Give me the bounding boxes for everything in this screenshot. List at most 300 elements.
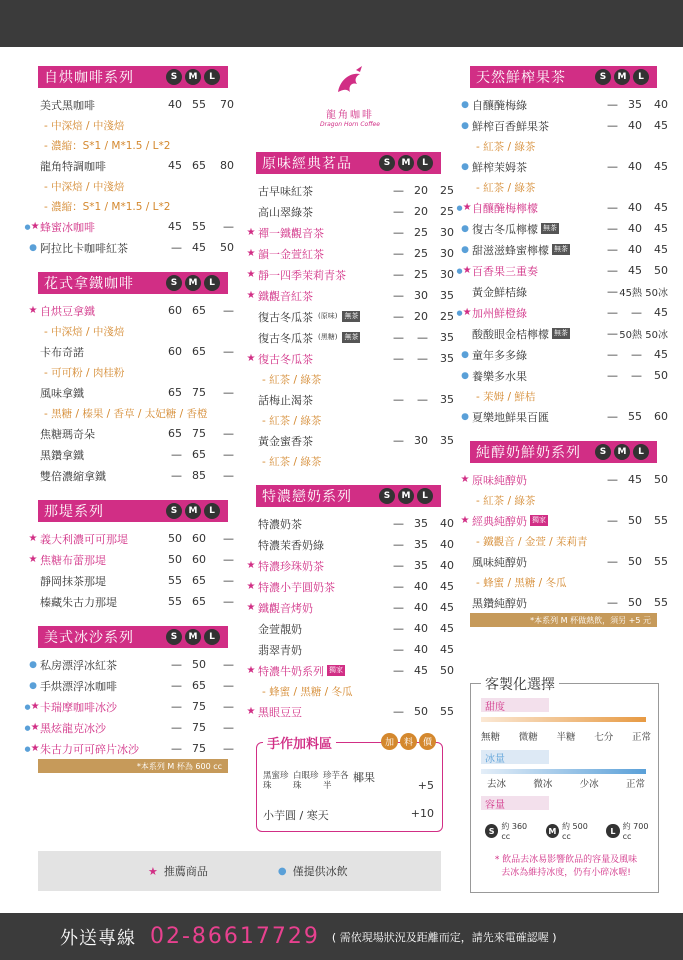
sweet-option: 微糖	[518, 732, 538, 743]
menu-item	[40, 423, 234, 444]
price-l: 25	[440, 310, 454, 323]
menu-item	[28, 528, 234, 549]
price-l: —	[223, 553, 234, 566]
addon-row-1	[263, 771, 375, 791]
menu-item	[246, 222, 454, 243]
price-l: 25	[440, 184, 454, 197]
item-name: 復古冬瓜茶	[258, 331, 313, 345]
section-title: 那堤系列	[44, 504, 104, 520]
menu-section	[246, 152, 454, 471]
item-name: 龍角特調咖啡	[40, 159, 106, 173]
menu-item	[246, 348, 454, 369]
price-l: 45	[440, 580, 454, 593]
price-s: —	[607, 306, 618, 319]
item-name: 復古冬瓜檸檬	[472, 222, 538, 236]
item-option: - 濃縮：S*1 / M*1.5 / L*2	[44, 200, 171, 213]
menu-item	[24, 738, 234, 759]
ice-option: 正常	[625, 779, 645, 790]
price-m: 25	[414, 247, 428, 260]
size-l-icon: L	[417, 488, 433, 504]
ice-warning: * 飲品去冰易影響飲品的容量及風味 去冰為維持冰度，仍有小碎冰喔!	[494, 855, 638, 878]
menu-item	[461, 239, 668, 260]
star-icon: ★	[246, 602, 256, 613]
addon-circle: 料	[400, 733, 417, 750]
size-l-icon: L	[204, 629, 220, 645]
price-l: 45	[654, 119, 668, 132]
sweet-option: 無糖	[481, 732, 501, 743]
price-l: 35	[440, 434, 454, 447]
price-m: 75	[192, 386, 206, 399]
item-name: 復古冬瓜茶	[258, 310, 313, 324]
price-s: 50	[168, 532, 182, 545]
sweet-option: 正常	[631, 732, 651, 743]
section-title: 天然鮮榨果茶	[476, 70, 566, 86]
price-l: 40	[440, 559, 454, 572]
item-name: 特濃小芋圓奶茶	[258, 580, 335, 594]
item-name: 黃金蜜香茶	[258, 434, 313, 448]
price-l: 35	[440, 393, 454, 406]
price-m: 35	[628, 98, 642, 111]
price-m: 40	[628, 222, 642, 235]
price-s: —	[607, 119, 618, 132]
price-s: —	[607, 348, 618, 361]
item-option: - 中深焙 / 中淺焙	[44, 180, 125, 193]
item-option: - 紅茶 / 綠茶	[262, 414, 322, 427]
price-l: 35	[440, 352, 454, 365]
menu-item	[246, 597, 454, 618]
item-name: 阿拉比卡咖啡紅茶	[40, 241, 128, 255]
price-s: —	[607, 285, 618, 298]
price-s: 45	[168, 159, 182, 172]
star-icon: ★	[148, 864, 158, 878]
price-s: —	[171, 679, 182, 692]
price-s: —	[607, 201, 618, 214]
menu-item	[40, 382, 234, 403]
price-s: —	[607, 514, 618, 527]
price-l: 50	[654, 264, 668, 277]
size-icons	[166, 69, 220, 85]
price-l: 35	[440, 289, 454, 302]
price-l: 45	[654, 160, 668, 173]
menu-item	[258, 534, 454, 555]
addon-item: 白眼珍珠	[293, 771, 319, 791]
menu-section	[24, 626, 234, 773]
price-s: —	[393, 226, 404, 239]
column-coffee	[24, 66, 234, 773]
menu-item	[258, 639, 454, 660]
item-name: 自烘豆拿鐵	[40, 304, 95, 318]
item-name: 義大利濃可可那堤	[40, 532, 128, 546]
legend-star-label: 推薦商品	[163, 865, 208, 878]
menu-item	[246, 285, 454, 306]
item-tag: 無茶	[554, 245, 568, 253]
dot-icon: ●	[461, 349, 469, 360]
price-s: 55	[168, 595, 182, 608]
menu-item	[461, 115, 668, 136]
capacity-label: 容量	[481, 796, 549, 810]
item-name: 話梅止渴茶	[258, 393, 313, 407]
size-s-icon: S	[166, 275, 182, 291]
sweetness-gradient	[481, 717, 646, 722]
size-s-icon: S	[379, 155, 395, 171]
size-icons	[379, 488, 433, 504]
price-m: 30	[414, 434, 428, 447]
price-m: 50熱	[619, 330, 642, 341]
price-l: —	[223, 679, 234, 692]
item-option: - 紅茶 / 綠茶	[476, 140, 536, 153]
item-name: 黑眼豆豆	[258, 705, 302, 719]
size-s-icon: S	[166, 629, 182, 645]
star-icon: ★	[460, 474, 470, 485]
price-m: 65	[192, 595, 206, 608]
price-s: —	[393, 622, 404, 635]
price-m: 30	[414, 289, 428, 302]
price-s: —	[393, 559, 404, 572]
item-tag: 無茶	[554, 329, 568, 337]
price-m: 45	[628, 473, 642, 486]
size-l-icon: L	[606, 824, 619, 838]
star-icon: ★	[246, 269, 256, 280]
price-m: 50	[628, 514, 642, 527]
addon-circle: 加	[381, 733, 398, 750]
item-option: - 鐵觀音 / 金萱 / 茉莉青	[476, 535, 588, 548]
menu-section	[246, 485, 454, 722]
ice-option: 少冰	[579, 779, 599, 790]
item-option: - 中深焙 / 中淺焙	[44, 325, 125, 338]
price-m: 20	[414, 184, 428, 197]
menu-item	[40, 465, 234, 486]
delivery-phone[interactable]: 02-86617729	[150, 924, 320, 949]
price-s: —	[171, 241, 182, 254]
menu-item	[258, 327, 454, 348]
price-l: 40	[440, 538, 454, 551]
price-s: 65	[168, 386, 182, 399]
price-s: —	[393, 205, 404, 218]
price-l: 50	[220, 241, 234, 254]
menu-item	[258, 389, 454, 410]
menu-item	[258, 201, 454, 222]
price-l: 40	[654, 98, 668, 111]
price-s: —	[393, 601, 404, 614]
addon-item: 黑蜜珍珠	[263, 771, 289, 791]
customization-box	[470, 677, 659, 893]
price-m: 75	[192, 721, 206, 734]
item-name: 鐵觀音烤奶	[258, 601, 313, 615]
menu-section	[28, 500, 234, 612]
item-name: 養樂多水果	[472, 369, 527, 383]
ice-option: 微冰	[533, 779, 553, 790]
ice-label: 冰量	[481, 750, 549, 764]
price-l: —	[223, 427, 234, 440]
menu-item	[456, 260, 668, 281]
size-m-icon: M	[398, 155, 414, 171]
price-m: 40	[628, 243, 642, 256]
dot-icon: ●	[29, 680, 37, 691]
price-m: —	[417, 352, 428, 365]
price-l: —	[223, 742, 234, 755]
item-name: 特濃牛奶系列	[258, 664, 324, 678]
top-bar	[0, 0, 683, 47]
price-s: —	[607, 222, 618, 235]
star-icon: ★	[246, 290, 256, 301]
price-s: 40	[168, 98, 182, 111]
price-l: 50冰	[645, 288, 668, 299]
item-tag: 獨家	[532, 516, 546, 524]
price-m: 35	[414, 538, 428, 551]
price-l: —	[223, 574, 234, 587]
item-name: 風味純醇奶	[472, 555, 527, 569]
price-m: —	[631, 348, 642, 361]
menu-item	[40, 341, 234, 362]
price-m: 55	[628, 410, 642, 423]
section-header	[470, 441, 657, 463]
column-fruit	[456, 66, 668, 627]
section-header	[38, 626, 228, 648]
section-title: 純醇奶鮮奶系列	[476, 445, 581, 461]
size-icons	[166, 275, 220, 291]
price-s: —	[607, 473, 618, 486]
size-m-icon: M	[185, 69, 201, 85]
price-s: —	[393, 393, 404, 406]
menu-section	[28, 272, 234, 486]
item-name: 黑鑽拿鐵	[40, 448, 84, 462]
item-name: 鮮榨百香鮮果茶	[472, 119, 549, 133]
price-m: 40	[414, 643, 428, 656]
price-s: —	[607, 160, 618, 173]
price-s: —	[607, 555, 618, 568]
price-l: 25	[440, 205, 454, 218]
item-name: 童年多多綠	[472, 348, 527, 362]
price-s: —	[607, 98, 618, 111]
item-tag: 無茶	[344, 312, 359, 320]
item-name: 風味拿鐵	[40, 386, 84, 400]
price-l: 50	[654, 369, 668, 382]
price-l: —	[223, 658, 234, 671]
item-option: - 中深焙 / 中淺焙	[44, 119, 125, 132]
price-l: 60	[654, 410, 668, 423]
menu-item	[461, 156, 668, 177]
item-option: - 紅茶 / 綠茶	[262, 373, 322, 386]
price-s: —	[393, 517, 404, 530]
section-header	[38, 500, 228, 522]
menu-item	[24, 717, 234, 738]
price-s: —	[393, 352, 404, 365]
dot-icon: ●	[277, 865, 287, 877]
sweetness-options	[481, 729, 651, 743]
item-tag: 無茶	[543, 224, 557, 232]
ice-option: 去冰	[487, 779, 507, 790]
dot-star-icon: ●★	[24, 221, 40, 232]
price-m: 55	[192, 220, 206, 233]
price-m: 40	[628, 160, 642, 173]
price-l: 45	[654, 201, 668, 214]
logo-text: 龍角咖啡	[326, 110, 374, 121]
dot-icon: ●	[29, 242, 37, 253]
menu-item	[24, 696, 234, 717]
price-m: 75	[192, 700, 206, 713]
item-name: 雙倍濃縮拿鐵	[40, 469, 106, 483]
price-s: —	[393, 289, 404, 302]
item-name: 靜一四季茉莉青茶	[258, 268, 346, 282]
price-m: 85	[192, 469, 206, 482]
menu-item	[40, 444, 234, 465]
menu-item	[460, 510, 668, 531]
dot-star-icon: ●★	[24, 722, 40, 733]
addon-row-2: 小芋圓 / 寒天	[263, 809, 329, 822]
menu-item	[461, 218, 668, 239]
price-m: 45	[628, 264, 642, 277]
size-l-icon: L	[633, 444, 649, 460]
delivery-label: 外送專線	[60, 927, 136, 949]
item-name: 特濃茉香奶綠	[258, 538, 324, 552]
price-l: —	[223, 700, 234, 713]
item-name: 甜滋滋蜂蜜檸檬	[472, 243, 549, 257]
size-icons	[166, 503, 220, 519]
size-icons	[379, 155, 433, 171]
price-s: —	[393, 434, 404, 447]
menu-section	[456, 66, 668, 427]
capacity-options	[485, 821, 658, 841]
price-s: —	[607, 264, 618, 277]
menu-item	[246, 555, 454, 576]
item-name: 鮮榨茉姆茶	[472, 160, 527, 174]
item-tag: (原味)	[318, 312, 338, 320]
menu-item	[258, 180, 454, 201]
price-s: —	[393, 705, 404, 718]
section-title: 自烘咖啡系列	[44, 70, 134, 86]
star-icon: ★	[246, 665, 256, 676]
price-s: 55	[168, 574, 182, 587]
price-s: —	[393, 184, 404, 197]
price-l: 45	[654, 243, 668, 256]
price-m: 40	[628, 201, 642, 214]
section-header	[38, 272, 228, 294]
price-s: 45	[168, 220, 182, 233]
price-l: 50	[654, 473, 668, 486]
logo-subtitle: Dragon Horn Coffee	[320, 121, 380, 128]
sweetness-label: 甜度	[481, 698, 549, 712]
price-l: 30	[440, 226, 454, 239]
price-m: 45	[414, 664, 428, 677]
price-m: 65	[192, 448, 206, 461]
item-name: 黃金鮮桔綠	[472, 285, 527, 299]
item-name: 夏樂地鮮果百匯	[472, 410, 549, 424]
item-option: - 濃縮：S*1 / M*1.5 / L*2	[44, 139, 171, 152]
addon-price-2: +10	[410, 807, 434, 820]
menu-item	[40, 94, 234, 115]
price-m: 75	[192, 427, 206, 440]
dot-star-icon: ●★	[456, 202, 472, 213]
price-l: 30	[440, 247, 454, 260]
star-icon: ★	[246, 248, 256, 259]
dot-icon: ●	[461, 411, 469, 422]
price-l: 40	[440, 517, 454, 530]
star-icon: ★	[28, 554, 38, 565]
price-s: —	[607, 327, 618, 340]
dragon-logo-icon	[330, 62, 370, 102]
legend	[38, 851, 441, 891]
price-s: 60	[168, 304, 182, 317]
menu-item	[28, 300, 234, 321]
item-option: - 紅茶 / 綠茶	[262, 455, 322, 468]
price-l: 50冰	[645, 330, 668, 341]
size-l-icon: L	[204, 275, 220, 291]
addon-box	[256, 737, 443, 832]
item-name: 百香果三重奏	[472, 264, 538, 278]
menu-item	[461, 94, 668, 115]
price-l: 45	[440, 622, 454, 635]
price-l: 55	[654, 555, 668, 568]
menu-item	[258, 430, 454, 451]
price-s: —	[393, 331, 404, 344]
size-icons	[166, 629, 220, 645]
price-s: —	[171, 700, 182, 713]
item-name: 朱古力可可碎片冰沙	[40, 742, 139, 756]
price-l: 55	[654, 514, 668, 527]
price-s: —	[607, 243, 618, 256]
price-m: 65	[192, 345, 206, 358]
size-m-icon: M	[185, 503, 201, 519]
price-l: 70	[220, 98, 234, 111]
price-l: —	[223, 386, 234, 399]
item-name: 原味純醇奶	[472, 473, 527, 487]
price-s: —	[607, 369, 618, 382]
price-s: —	[171, 742, 182, 755]
menu-item	[258, 618, 454, 639]
size-s-icon: S	[379, 488, 395, 504]
price-s: —	[171, 658, 182, 671]
item-name: 手烘漂浮冰咖啡	[40, 679, 117, 693]
price-m: 50	[192, 658, 206, 671]
item-name: 經典純醇奶	[472, 514, 527, 528]
size-m-icon: M	[614, 444, 630, 460]
price-s: 65	[168, 427, 182, 440]
item-option: - 黑糖 / 榛果 / 香草 / 太妃糖 / 香橙	[44, 407, 208, 420]
star-icon: ★	[246, 706, 256, 717]
price-l: 45	[654, 306, 668, 319]
size-l-icon: L	[204, 69, 220, 85]
menu-item	[29, 237, 234, 258]
addon-circle: 價	[419, 733, 436, 750]
price-s: 50	[168, 553, 182, 566]
price-l: —	[223, 532, 234, 545]
column-tea	[246, 152, 454, 722]
section-note: *本系列 M 杯為 600 cc	[38, 759, 228, 773]
size-m-icon: M	[185, 275, 201, 291]
price-s: —	[171, 448, 182, 461]
item-name: 卡瑞摩咖啡冰沙	[40, 700, 117, 714]
price-m: 20	[414, 205, 428, 218]
dot-icon: ●	[461, 120, 469, 131]
size-s-icon: S	[166, 69, 182, 85]
price-m: 45	[192, 241, 206, 254]
menu-item	[461, 365, 668, 386]
menu-section	[460, 441, 668, 627]
price-m: —	[631, 369, 642, 382]
star-icon: ★	[460, 515, 470, 526]
menu-item	[40, 155, 234, 176]
ice-gradient	[481, 769, 646, 774]
price-s: —	[393, 310, 404, 323]
section-title: 美式冰沙系列	[44, 630, 134, 646]
price-m: 25	[414, 226, 428, 239]
size-m-icon: M	[398, 488, 414, 504]
price-l: 45	[654, 222, 668, 235]
star-icon: ★	[28, 533, 38, 544]
size-s-icon: S	[485, 824, 498, 838]
item-name: 美式黑咖啡	[40, 98, 95, 112]
dot-icon: ●	[461, 244, 469, 255]
